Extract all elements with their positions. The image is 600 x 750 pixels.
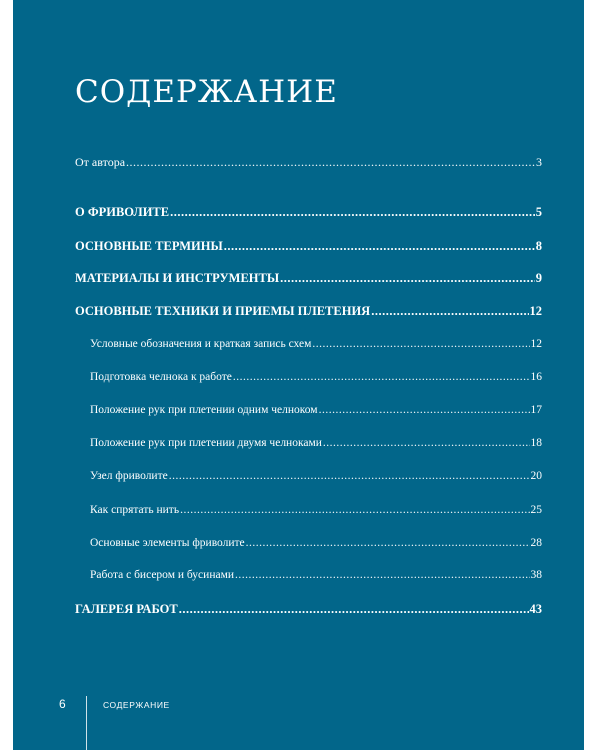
dot-leader	[235, 569, 529, 581]
dot-leader	[323, 437, 530, 449]
toc-entry[interactable]	[75, 602, 542, 617]
toc-entry-page: 16	[530, 371, 542, 383]
toc-entry-label: Работа с бисером и бусинами	[90, 569, 235, 581]
toc-entry-label: ОСНОВНЫЕ ТЕРМИНЫ	[75, 239, 223, 253]
toc-entry-label: Как спрятать нить	[90, 504, 180, 516]
toc-entry-page: 28	[530, 537, 542, 549]
toc-entry-page: 18	[530, 437, 542, 449]
toc-entry[interactable]	[75, 205, 542, 220]
toc-entry-label: Подготовка челнока к работе	[90, 371, 232, 383]
toc-entry-label: О ФРИВОЛИТЕ	[75, 205, 170, 219]
toc-entry[interactable]	[75, 155, 542, 170]
toc-entry-page: 9	[535, 271, 542, 285]
toc-entry-label: ОСНОВНЫЕ ТЕХНИКИ И ПРИЕМЫ ПЛЕТЕНИЯ	[75, 304, 371, 318]
dot-leader	[312, 338, 529, 350]
toc-entry-label: От автора	[75, 155, 126, 169]
toc-entry-page: 43	[529, 602, 542, 616]
dot-leader	[280, 271, 535, 286]
toc-entry-page: 38	[530, 569, 542, 581]
dot-leader	[224, 239, 535, 254]
dot-leader	[371, 304, 528, 319]
page-title: СОДЕРЖАНИЕ	[75, 74, 338, 110]
toc-entry-label: Положение рук при плетении двумя челноками	[90, 437, 322, 449]
dot-leader	[180, 504, 529, 516]
toc-entry-label: Условные обозначения и краткая запись схем	[90, 338, 312, 350]
page-number: 6	[59, 697, 66, 711]
toc-entry-label: МАТЕРИАЛЫ И ИНСТРУМЕНТЫ	[75, 271, 280, 285]
toc-entry-page: 12	[530, 338, 542, 350]
toc-entry[interactable]	[90, 470, 542, 482]
footer-divider	[86, 696, 87, 750]
book-page	[13, 0, 584, 750]
dot-leader	[179, 602, 529, 617]
toc-entry-page: 20	[530, 470, 542, 482]
toc-entry-page: 3	[536, 155, 542, 169]
toc-entry-label: Узел фриволите	[90, 470, 168, 482]
toc-entry[interactable]	[75, 271, 542, 286]
dot-leader	[246, 537, 530, 549]
toc-entry-page: 5	[535, 205, 542, 219]
dot-leader	[233, 371, 530, 383]
toc-entry-label: ГАЛЕРЕЯ РАБОТ	[75, 602, 178, 616]
toc-entry[interactable]	[90, 338, 542, 350]
toc-entry-label: Основные элементы фриволите	[90, 537, 245, 549]
dot-leader	[169, 470, 530, 482]
dot-leader	[319, 404, 530, 416]
toc-entry-page: 25	[530, 504, 542, 516]
toc-entry[interactable]	[90, 404, 542, 416]
dot-leader	[170, 205, 535, 220]
toc-entry[interactable]	[90, 569, 542, 581]
running-header: СОДЕРЖАНИЕ	[103, 700, 170, 710]
toc-entry[interactable]	[75, 239, 542, 254]
dot-leader	[126, 155, 535, 170]
toc-entry-page: 17	[530, 404, 542, 416]
toc-entry-page: 8	[535, 239, 542, 253]
toc-entry-page: 12	[529, 304, 542, 318]
toc-entry-label: Положение рук при плетении одним челноком	[90, 404, 318, 416]
toc-entry[interactable]	[75, 304, 542, 319]
toc-entry[interactable]	[90, 537, 542, 549]
toc-entry[interactable]	[90, 437, 542, 449]
toc-entry[interactable]	[90, 504, 542, 516]
toc-entry[interactable]	[90, 371, 542, 383]
